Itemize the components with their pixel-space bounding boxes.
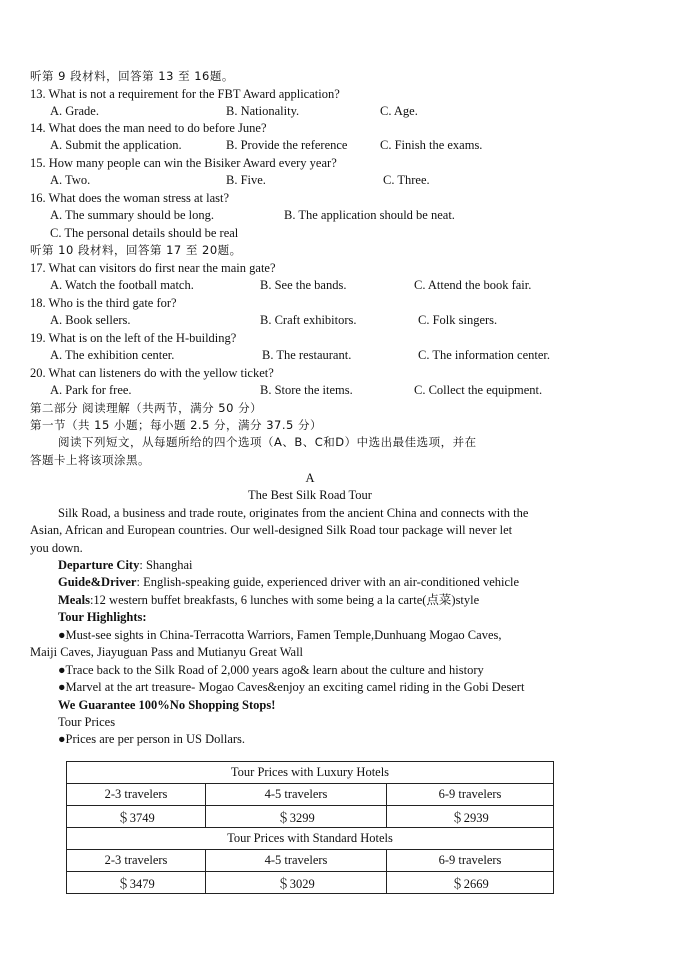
question-20: 20. What can listeners do with the yellow ticket? xyxy=(30,366,274,380)
instructions-line-1: 阅读下列短文，从每题所给的四个选项（A、B、C和D）中选出最佳选项，并在 xyxy=(58,435,477,449)
section-10-heading: 听第 10 段材料，回答第 17 至 20题。 xyxy=(30,243,242,257)
highlight-3: ●Marvel at the art treasure- Mogao Caves&enjoy an exciting camel riding in the Gobi Desert xyxy=(58,680,525,694)
meals-line xyxy=(58,592,479,608)
section-9-heading: 听第 9 段材料，回答第 13 至 16题。 xyxy=(30,69,234,83)
guide-label: Guide&Driver xyxy=(58,575,137,589)
prices-note: ●Prices are per person in US Dollars. xyxy=(58,732,246,746)
luxury-header-row xyxy=(67,762,554,784)
intro-line-1: Silk Road, a business and trade route, originates from the ancient China and connects with the xyxy=(58,506,529,520)
q17-option-a: A. Watch the football match. xyxy=(50,278,194,292)
question-15: 15. How many people can win the Bisiker Award every year? xyxy=(30,156,337,170)
departure-line xyxy=(58,557,192,573)
highlight-1b: Maiji Caves, Jiayuguan Pass and Mutianyu Great Wall xyxy=(30,645,304,659)
group-cell: 2-3 travelers xyxy=(67,784,206,806)
standard-prices-row xyxy=(67,872,554,894)
guarantee-line: We Guarantee 100%No Shopping Stops! xyxy=(58,698,276,712)
luxury-groups-row xyxy=(67,784,554,806)
instructions-line-2: 答题卡上将该项涂黑。 xyxy=(30,453,150,467)
meals-label: Meals xyxy=(58,593,90,607)
price-cell: ＄3029 xyxy=(206,872,387,894)
question-18: 18. Who is the third gate for? xyxy=(30,296,177,310)
q17-option-c: C. Attend the book fair. xyxy=(414,278,532,292)
q18-option-c: C. Folk singers. xyxy=(418,313,498,327)
q13-option-b: B. Nationality. xyxy=(226,104,300,118)
q13-option-c: C. Age. xyxy=(380,104,418,118)
departure-label: Departure City xyxy=(58,558,140,572)
departure-value: : Shanghai xyxy=(139,558,193,572)
intro-line-3: you down. xyxy=(30,541,83,555)
group-cell: 2-3 travelers xyxy=(67,850,206,872)
q20-option-b: B. Store the items. xyxy=(260,383,353,397)
guide-line xyxy=(58,574,519,590)
q16-option-a: A. The summary should be long. xyxy=(50,208,214,222)
group-cell: 6-9 travelers xyxy=(387,850,554,872)
q19-option-b: B. The restaurant. xyxy=(262,348,352,362)
intro-line-2: Asian, African and European countries. Our well-designed Silk Road tour package will never let xyxy=(30,523,513,537)
group-cell: 4-5 travelers xyxy=(206,850,387,872)
q15-option-c: C. Three. xyxy=(383,173,430,187)
q15-option-b: B. Five. xyxy=(226,173,266,187)
price-cell: ＄2669 xyxy=(387,872,554,894)
group-cell: 6-9 travelers xyxy=(387,784,554,806)
price-cell: ＄3749 xyxy=(67,806,206,828)
q18-option-a: A. Book sellers. xyxy=(50,313,131,327)
guide-value: : English-speaking guide, experienced driver with an air-conditioned vehicle xyxy=(136,575,520,589)
standard-header-row xyxy=(67,828,554,850)
question-16: 16. What does the woman stress at last? xyxy=(30,191,230,205)
q18-option-b: B. Craft exhibitors. xyxy=(260,313,357,327)
prices-label: Tour Prices xyxy=(58,715,116,729)
meals-value: :12 western buffet breakfasts, 6 lunches with some being a la carte(点菜)style xyxy=(89,593,480,607)
q14-option-c: C. Finish the exams. xyxy=(380,138,483,152)
standard-header: Tour Prices with Standard Hotels xyxy=(67,828,554,850)
passage-title: The Best Silk Road Tour xyxy=(248,488,372,502)
group-cell: 4-5 travelers xyxy=(206,784,387,806)
luxury-prices-row xyxy=(67,806,554,828)
question-13: 13. What is not a requirement for the FBT Award application? xyxy=(30,87,340,101)
part-2-heading: 第二部分 阅读理解（共两节，满分 50 分） xyxy=(30,401,263,415)
q17-option-b: B. See the bands. xyxy=(260,278,347,292)
question-14: 14. What does the man need to do before June? xyxy=(30,121,267,135)
highlight-2: ●Trace back to the Silk Road of 2,000 years ago& learn about the culture and history xyxy=(58,663,484,677)
q15-option-a: A. Two. xyxy=(50,173,91,187)
question-17: 17. What can visitors do first near the main gate? xyxy=(30,261,276,275)
section-1-heading: 第一节（共 15 小题；每小题 2.5 分，满分 37.5 分） xyxy=(30,418,322,432)
highlights-label: Tour Highlights: xyxy=(58,610,147,624)
q19-option-c: C. The information center. xyxy=(418,348,551,362)
q16-option-c: C. The personal details should be real xyxy=(50,226,239,240)
q14-option-a: A. Submit the application. xyxy=(50,138,182,152)
standard-groups-row xyxy=(67,850,554,872)
q20-option-c: C. Collect the equipment. xyxy=(414,383,543,397)
price-cell: ＄3299 xyxy=(206,806,387,828)
price-cell: ＄2939 xyxy=(387,806,554,828)
q20-option-a: A. Park for free. xyxy=(50,383,132,397)
q13-option-a: A. Grade. xyxy=(50,104,99,118)
q14-option-b: B. Provide the reference xyxy=(226,138,348,152)
price-cell: ＄3479 xyxy=(67,872,206,894)
question-19: 19. What is on the left of the H-building? xyxy=(30,331,237,345)
highlight-1a: ●Must-see sights in China-Terracotta Warriors, Famen Temple,Dunhuang Mogao Caves, xyxy=(58,628,502,642)
luxury-header: Tour Prices with Luxury Hotels xyxy=(67,762,554,784)
passage-letter: A xyxy=(305,471,315,485)
price-table xyxy=(66,761,554,894)
q16-option-b: B. The application should be neat. xyxy=(284,208,455,222)
q19-option-a: A. The exhibition center. xyxy=(50,348,175,362)
